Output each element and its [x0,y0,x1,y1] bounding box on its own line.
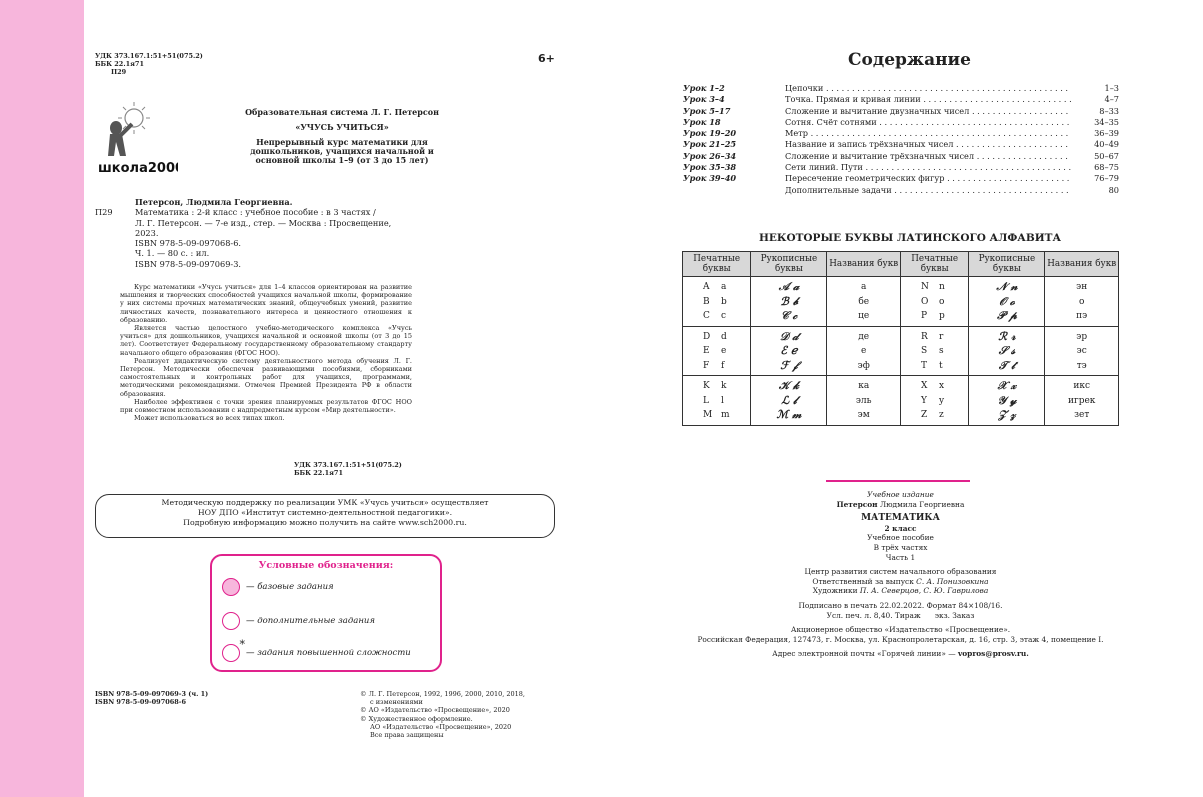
imprint-kind: Учебное пособие [867,533,934,543]
star-icon: * [239,638,245,651]
toc-name: Сотня. Счёт сотнями . . . [785,117,1071,128]
author-name: Петерсон, Людмила Георгиевна. [135,197,293,207]
printed-letters: M m [703,410,730,420]
handwritten-letters: 𝒫 𝓅 [997,309,1017,322]
handwritten-letters: ℱ 𝒻 [780,358,798,372]
toc-pages: 4–7 [1071,94,1119,105]
udk-line: УДК 373.167.1:51+51(075.2) [294,461,402,469]
handwritten-letters: 𝒯 𝓉 [998,358,1015,372]
toc-row[interactable] [683,162,1119,173]
toc-lesson: Урок 21–25 [683,139,737,150]
toc-title: Содержание [848,50,971,70]
legend-box [210,554,442,672]
bbk-line: ББК 22.1я71 [95,60,144,69]
handwritten-letters: 𝒩 𝓃 [996,280,1018,293]
isbn-line: ISBN 978-5-09-097069-3 (ч. 1) [95,690,209,698]
toc-row[interactable] [683,117,1119,128]
handwritten-cell [751,277,827,327]
isbn-block [95,690,295,706]
printed-letters: E e [703,346,727,356]
toc-lesson: Урок 26–34 [683,150,737,161]
toc-lesson: Урок 39–40 [683,173,737,184]
letter-name: це [858,311,870,321]
letter-name: эр [1076,331,1088,342]
handwritten-letters: 𝒮 𝓈 [998,344,1016,357]
publisher-line: Российская Федерация, 127473, г. Москва, ул. Краснопролетарская, д. 16, стр. 3, этаж 4, помещение I. [697,634,1104,644]
handwritten-letters: 𝒳 𝓍 [997,379,1017,392]
handwritten-letters: 𝒦 𝓀 [778,379,799,392]
toc-pages: 80 [1071,185,1119,196]
toc-name: Сложение и вычитание трёхзначных чисел . . . [785,151,1071,162]
printed-letters: S s [920,346,944,356]
handwritten-cell [969,277,1045,327]
imprint-grade: 2 класс [884,523,917,533]
toc-row[interactable] [683,151,1119,162]
support-line: Подробную информацию можно получить на сайте www.sch2000.ru. [183,518,467,527]
toc-row[interactable] [683,106,1119,117]
name-cell [827,277,901,327]
filled-circle-icon [222,578,240,596]
series-block [192,108,492,171]
toc-lesson: Урок 19–20 [683,128,737,139]
imprint-block [682,490,1119,659]
toc-lesson: Урок 35–38 [683,162,737,173]
legend-label: — задания повышенной сложности [246,648,411,658]
handwritten-letters: 𝒜 𝒶 [778,280,800,293]
printed-letters: Y y [920,395,945,406]
printed-letters: F f [703,360,725,371]
school2000-logo [98,98,178,178]
toc-pages: 76–79 [1071,173,1119,184]
imprint-center: Центр развития систем начального образования [804,567,997,577]
toc-name: Сети линий. Пути . . . [785,162,1071,173]
printed-letters: L l [703,395,724,406]
name-cell [1045,277,1119,327]
printed-letters: O o [920,296,945,307]
handwritten-letters: 𝒵 𝓏 [998,408,1016,421]
letter-name: тэ [1076,360,1087,371]
letter-name: бе [858,296,870,307]
toc-row[interactable] [683,139,1119,150]
legend-title: Условные обозначения: [258,560,394,571]
toc-row[interactable] [683,83,1119,94]
letter-name: эн [1076,282,1088,292]
name-cell [1045,326,1119,376]
printed-cell [900,277,968,327]
hotline: Адрес электронной почты «Горячей линии» — vopros@prosv.ru. [772,649,1029,659]
letter-name: икс [1073,381,1091,391]
table-of-contents [683,83,1119,196]
toc-name: Цепочки . . . [785,83,1071,94]
toc-pages: 68–75 [1071,162,1119,173]
toc-row[interactable] [683,173,1119,184]
printed-letters: C c [703,311,727,321]
annotation-paragraph: Наиболее эффективен с точки зрения планируемых результатов ФГОС НОО при совместном использовании с надпредметным курсом «Мир деятельности». [120,397,412,415]
letter-name: пэ [1076,311,1088,321]
bib-line: Л. Г. Петерсон. — 7-е изд., стер. — Москва : Просвещение, [135,217,392,228]
empty-circle-icon [222,612,240,630]
col-header: Названия букв [1045,252,1119,277]
toc-pages: 50–67 [1071,151,1119,162]
toc-name: Метр . . . [785,128,1071,139]
legend-item-advanced [222,638,411,662]
support-box [95,494,555,538]
series-system: Образовательная система Л. Г. Петерсон [245,107,439,117]
udk-line: УДК 373.167.1:51+51(075.2) [95,52,203,60]
letter-name: де [858,331,870,342]
bibliographic-block [95,197,525,269]
letter-name: эф [857,360,870,371]
copyright-line: АО «Издательство «Просвещение», 2020 [370,722,512,731]
toc-row[interactable] [683,94,1119,105]
printed-letters: T t [920,360,943,371]
isbn-line: ISBN 978-5-09-097068-6 [95,698,187,707]
name-cell [1045,376,1119,426]
annotation-paragraph: Реализует дидактическую систему деятельностного метода обучения Л. Г. Петерсон. Методически обеспечен развивающими пособиями, сборниками самостоятельных и контрольных работ для учащихся, программами, методическими рекомендациями. Отмечен Премией Президента РФ в области образования. [120,356,412,398]
col-header: Печатные буквы [900,252,968,277]
bbk-line: ББК 22.1я71 [294,469,343,478]
edition-type: Учебное издание [867,490,934,499]
copyright-line: Все права защищены [370,731,444,740]
print-info: Подписано в печать 22.02.2022. Формат 84×108/16. [798,600,1003,610]
handwritten-cell [751,326,827,376]
copyright-line: с изменениями [370,698,423,707]
letter-name: ка [858,381,870,391]
letter-name: о [1078,296,1085,307]
printed-letters: P p [920,311,945,321]
age-rating: 6+ [538,52,555,65]
print-info: Усл. печ. л. 8,40. Тираж экз. Заказ [826,610,975,620]
hotline-email[interactable]: vopros@prosv.ru. [957,649,1029,659]
series-name: «УЧУСЬ УЧИТЬСЯ» [295,122,389,132]
printed-cell [683,376,751,426]
printed-cell [683,326,751,376]
udk-top-block [95,52,295,77]
handwritten-letters: 𝒟 𝒹 [779,329,798,343]
printed-letters: X x [920,381,945,391]
printed-cell [683,277,751,327]
handwritten-letters: 𝒞 𝒸 [780,309,798,322]
svg-text:школа2000...: школа200 [98,161,175,176]
printed-letters: A a [703,282,727,292]
toc-name: Название и запись трёхзначных чисел . . . [785,139,1071,150]
letter-name: эс [1076,346,1087,356]
latin-group-row [683,376,1119,426]
col-header: Рукописные буквы [751,252,827,277]
toc-lesson: Урок 18 [683,116,721,127]
toc-lesson: Урок 5–17 [683,105,731,116]
handwritten-letters: ℛ 𝓇 [998,329,1016,343]
handwritten-cell [969,326,1045,376]
toc-name: Точка. Прямая и кривая линии . . . [785,94,1071,105]
col-header: Названия букв [827,252,901,277]
handwritten-letters: ℒ 𝓁 [781,393,797,407]
latin-group-row [683,326,1119,376]
toc-name: Сложение и вычитание двузначных чисел . . . [785,106,1071,117]
imprint-kind: Часть 1 [885,552,916,562]
imprint-kind: В трёх частях [873,542,928,552]
printed-letters: Z z [920,410,944,420]
printed-letters: R r [920,331,944,342]
support-line: НОУ ДПО «Институт системно-деятельностной педагогики». [197,508,453,517]
name-cell [827,376,901,426]
copyright-block [360,690,570,739]
legend-item-additional [222,612,375,630]
col-header: Печатные буквы [683,252,751,277]
support-line: Методическую поддержку по реализации УМК «Учусь учиться» осуществляет [161,498,489,507]
bib-line: ISBN 978-5-09-097069-3. [135,258,242,269]
printed-letters: D d [703,331,727,342]
code-line: П29 [111,68,127,77]
udk-bottom-block [294,461,434,477]
latin-alphabet-title: НЕКОТОРЫЕ БУКВЫ ЛАТИНСКОГО АЛФАВИТА [758,232,1062,244]
bib-line: Ч. 1. — 80 с. : ил. [135,248,210,259]
letter-name: е [861,346,867,356]
letter-name: эм [857,410,870,420]
letter-name: а [861,282,867,292]
latin-group-row [683,277,1119,327]
toc-row[interactable] [683,185,1119,196]
toc-pages: 8–33 [1071,106,1119,117]
handwritten-cell [751,376,827,426]
imprint-author: Петерсон Людмила Георгиевна [836,499,965,509]
handwritten-letters: ℰ ℯ [780,344,798,357]
printed-letters: N n [920,282,945,292]
handwritten-letters: ℬ 𝒷 [780,294,798,308]
letter-name: зет [1074,410,1090,420]
col-header: Рукописные буквы [969,252,1045,277]
copyright-line: © Л. Г. Петерсон, 1992, 1996, 2000, 2010, 2018, [360,690,526,698]
printed-cell [900,326,968,376]
printed-letters: K k [703,381,727,391]
handwritten-letters: ℳ 𝓂 [776,408,802,421]
toc-pages: 40–49 [1071,139,1119,150]
toc-pages: 1–3 [1071,83,1119,94]
copyright-line: © Художественное оформление. [360,714,473,723]
legend-item-basic [222,578,334,596]
series-desc: Непрерывный курс математики для дошкольников, учащихся начальной и основной школы 1–9 (от 3 до 15 лет) [250,137,434,165]
annotation-paragraph: Может использоваться во всех типах школ. [134,414,285,423]
annotation-paragraph: Является частью целостного учебно-методического комплекса «Учусь учиться» для дошкольников, учащихся начальной и основной школы (от 3 до 15 лет). Соответствует Федеральному государственному образовательному стандарту начального общего образования (ФГОС НОО). [120,324,412,357]
publisher-line: Акционерное общество «Издательство «Просвещение». [790,625,1011,635]
imprint-subject: МАТЕМАТИКА [861,513,940,524]
bib-line: Математика : 2-й класс : учебное пособие : в 3 частях / [135,207,376,218]
legend-label: — дополнительные задания [246,616,376,626]
bib-line: 2023. [135,227,159,238]
latin-alphabet-table [682,251,1119,426]
toc-name: Пересечение геометрических фигур . . . [785,173,1071,184]
letter-name: игрек [1067,395,1096,406]
imprint-artists: Художники П. А. Северцов, С. Ю. Гаврилова [812,586,989,596]
handwritten-letters: 𝒪 ℴ [999,294,1015,308]
toc-name: Дополнительные задачи . . . [785,185,1071,196]
author-code: П29 [95,207,113,218]
handwritten-letters: 𝒴 𝓎 [997,393,1017,407]
page-edge-bar [0,0,84,797]
legend-label: — базовые задания [246,582,334,592]
bib-line: ISBN 978-5-09-097068-6. [135,238,242,249]
toc-pages: 34–35 [1071,117,1119,128]
copyright-line: © АО «Издательство «Просвещение», 2020 [360,706,510,715]
annotation-paragraph: Курс математики «Учусь учиться» для 1–4 классов ориентирован на развитие мышления и творческих способностей учащихся начальной школы, формирование у них системы прочных математических знаний, общеучебных умений, развитие личностных качеств, познавательного интереса и ценностного отношения к образованию. [120,283,412,324]
name-cell [827,326,901,376]
printed-letters: B b [703,296,727,307]
divider-line [826,480,970,482]
toc-lesson [683,185,785,196]
toc-pages: 36–39 [1071,128,1119,139]
toc-lesson: Урок 3–4 [683,94,725,105]
annotation [120,283,412,422]
star-circle-icon [222,638,245,662]
handwritten-cell [969,376,1045,426]
letter-name: эль [855,395,872,406]
imprint-responsible: Ответственный за выпуск С. А. Понизовкина [812,576,989,586]
toc-lesson: Урок 1–2 [683,83,725,93]
toc-row[interactable] [683,128,1119,139]
printed-cell [900,376,968,426]
